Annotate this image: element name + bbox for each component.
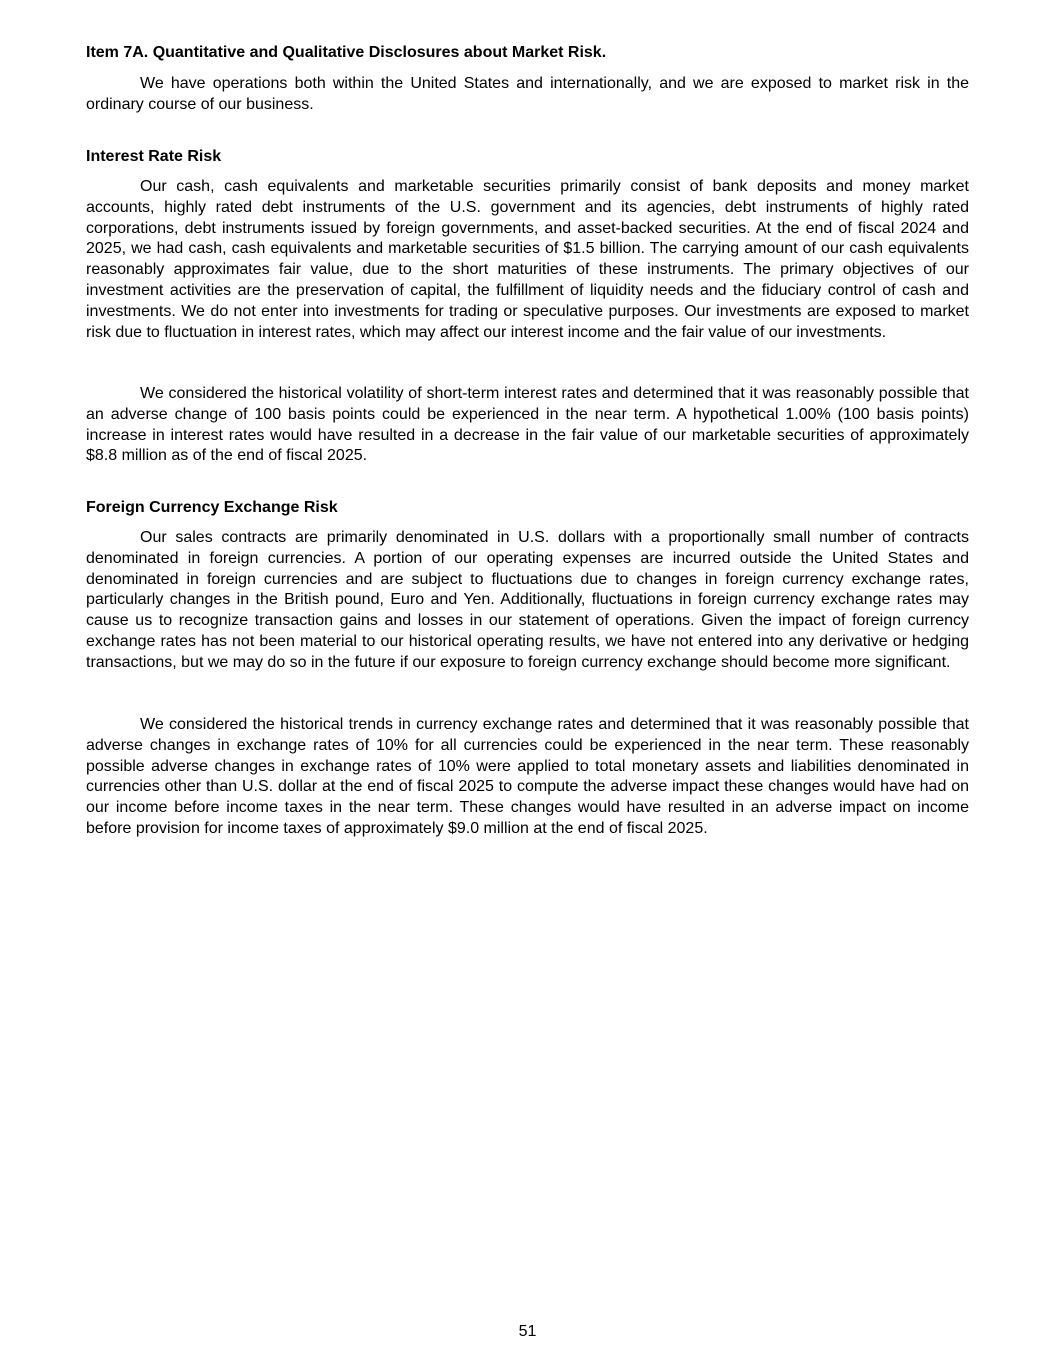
interest-rate-paragraph-2: We considered the historical volatility of short-term interest rates and determined that it was reasonably possible that an adverse change of 100 basis points could be experienced in the near term. A hypothetical 1.00% (100 basis points) increase in interest rates would have resulted in a decrease in the fair value of our marketable securities of approximately $8.8 million as of the end of fiscal 2025. <box>86 385 969 465</box>
foreign-currency-paragraph-1: Our sales contracts are primarily denominated in U.S. dollars with a proportionally small number of contracts denominated in foreign currencies. A portion of our operating expenses are incurred outside the United States and denominated in foreign currencies and are subject to fluctuations due to changes in foreign currency exchange rates, particularly changes in the British pound, Euro and Yen. Additionally, fluctuations in foreign currency exchange rates may cause us to recognize transaction gains and losses in our statement of operations. Given the impact of foreign currency exchange rates has not been material to our historical operating results, we have not entered into any derivative or hedging transactions, but we may do so in the future if our exposure to foreign currency exchange should become more significant. <box>86 529 969 671</box>
heading-interest-rate-risk: Interest Rate Risk <box>86 148 222 165</box>
foreign-currency-paragraph-2: We considered the historical trends in currency exchange rates and determined that it was reasonably possible that adverse changes in exchange rates of 10% for all currencies could be experienced in the near term. These reasonably possible adverse changes in exchange rates of 10% were applied to total monetary assets and liabilities denominated in currencies other than U.S. dollar at the end of fiscal 2025 to compute the adverse impact these changes would have had on our income before income taxes in the near term. These changes would have resulted in an adverse impact on income before provision for income taxes of approximately $9.0 million at the end of fiscal 2025. <box>86 716 969 837</box>
item-title: Item 7A. Quantitative and Qualitative Disclosures about Market Risk. <box>86 44 607 61</box>
heading-foreign-currency-risk: Foreign Currency Exchange Risk <box>86 499 338 516</box>
interest-rate-paragraph-1: Our cash, cash equivalents and marketable securities primarily consist of bank deposits and money market accounts, highly rated debt instruments of the U.S. government and its agencies, debt instruments of highly rated corporations, debt instruments issued by foreign governments, and asset-backed securities. At the end of fiscal 2024 and 2025, we had cash, cash equivalents and marketable securities of $1.5 billion. The carrying amount of our cash equivalents reasonably approximates fair value, due to the short maturities of these instruments. The primary objectives of our investment activities are the preservation of capital, the fulfillment of liquidity needs and the fiduciary control of cash and investments. We do not enter into investments for trading or speculative purposes. Our investments are exposed to market risk due to fluctuation in interest rates, which may affect our interest income and the fair value of our investments. <box>86 178 969 341</box>
intro-paragraph: We have operations both within the United States and internationally, and we are exposed to market risk in the ordinary course of our business. <box>86 75 969 113</box>
page-number: 51 <box>518 1323 537 1340</box>
